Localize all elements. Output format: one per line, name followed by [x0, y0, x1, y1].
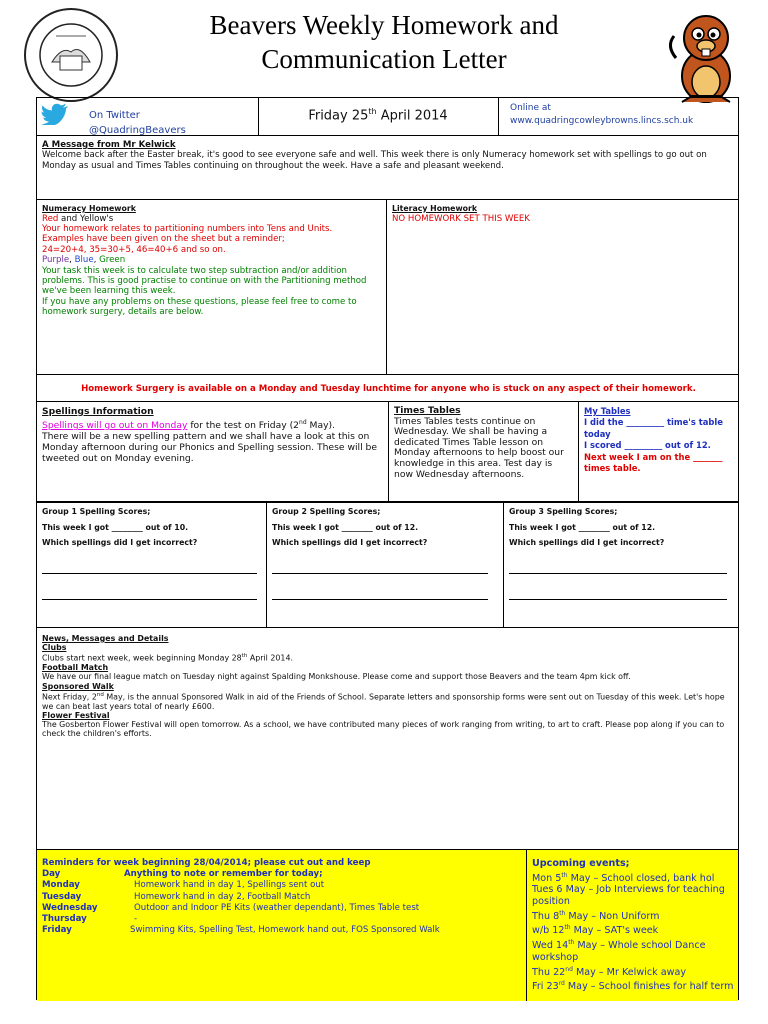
group-1-title: Group 1 Spelling Scores;	[42, 507, 151, 516]
title-line-1: Beavers Weekly Homework and	[209, 10, 559, 40]
message-body: Welcome back after the Easter break, it's good to see everyone safe and well. This week there is only Numeracy homework set with spellings to go out on Monday as usual and Times Tables continuing on throughout the week. Have a safe and pleasant weekend.	[42, 150, 707, 171]
spellings-heading: Spellings Information	[42, 406, 154, 417]
group-2-question: Which spellings did I get incorrect?	[272, 538, 428, 548]
numeracy-red-line-2: Examples have been given on the sheet but a reminder;	[42, 234, 285, 245]
website-box	[505, 100, 737, 130]
upcoming-event: Thu 22nd May – Mr Kelwick away	[532, 965, 687, 978]
numeracy-box	[37, 202, 386, 320]
times-tables-box	[389, 404, 577, 482]
group-2-answer-line-1[interactable]	[272, 572, 488, 574]
football-heading: Football Match	[42, 663, 109, 673]
flower-heading: Flower Festival	[42, 710, 110, 720]
my-tables-box	[579, 404, 740, 476]
football-body: We have our final league match on Tuesday night against Spalding Monkshouse. Please come and support those Beavers and the team 4pm kick off.	[42, 672, 631, 682]
group-1-answer-line-2[interactable]	[42, 598, 257, 600]
homework-section	[37, 200, 738, 375]
numeracy-red-line-1: Your homework relates to partitioning numbers into Tens and Units.	[42, 224, 333, 234]
group-2-title: Group 2 Spelling Scores;	[272, 507, 381, 516]
literacy-body: NO HOMEWORK SET THIS WEEK	[392, 213, 530, 224]
group-1-box	[37, 505, 266, 602]
group-2-score: This week I got ________ out of 12.	[272, 522, 419, 532]
spellings-body: There will be a new spelling pattern and we shall have a look at this on Monday afternoon during our Phonics and Spelling session. These will be tweeted out on Monday evening.	[42, 431, 378, 465]
news-section	[37, 628, 738, 850]
homework-sheet	[36, 97, 739, 1000]
numeracy-groups-2: Purple, Blue, Green	[42, 255, 126, 266]
group-2-box	[267, 505, 503, 602]
numeracy-groups-1: Red and Yellow's	[42, 213, 114, 224]
group-2-answer-line-2[interactable]	[272, 598, 488, 600]
my-tables-line-1: I did the _________ time's table today	[584, 417, 723, 439]
letter-date: Friday 25th April 2014	[308, 107, 448, 124]
reminder-row: Monday Homework hand in day 1, Spellings sent out	[42, 880, 325, 891]
message-section	[37, 136, 738, 200]
literacy-heading: Literacy Homework	[392, 204, 478, 213]
numeracy-green-line-2: If you have any problems on these questions, please feel free to come to homework surgery, details are below.	[42, 296, 357, 318]
surgery-notice: Homework Surgery is available on a Monday and Tuesday lunchtime for anyone who is stuck on any aspect of their homework.	[81, 384, 696, 394]
group-1-question: Which spellings did I get incorrect?	[42, 538, 198, 548]
reminders-title: Reminders for week beginning 28/04/2014; please cut out and keep	[42, 858, 371, 868]
numeracy-green-line-1: Your task this week is to calculate two step subtraction and/or addition problems. This is good practise to continue on with the Partitioning method we've been learning this week.	[42, 265, 367, 297]
group-3-box	[504, 505, 740, 602]
twitter-label: On Twitter	[89, 110, 140, 121]
literacy-box	[387, 202, 740, 226]
message-heading: A Message from Mr Kelwick	[42, 140, 176, 150]
title-line-2: Communication Letter	[261, 44, 507, 74]
twitter-bird-icon	[41, 103, 69, 125]
group-3-title: Group 3 Spelling Scores;	[509, 507, 618, 516]
group-3-question: Which spellings did I get incorrect?	[509, 538, 665, 548]
upcoming-event: Wed 14th May – Whole school Dance workshop	[532, 939, 706, 963]
website-link[interactable]: www.quadringcowleybrowns.lincs.sch.uk	[510, 116, 694, 126]
reminder-row: Thursday -	[42, 913, 138, 924]
numeracy-red-line-3: 24=20+4, 35=30+5, 46=40+6 and so on.	[42, 244, 226, 255]
group-3-answer-line-2[interactable]	[509, 598, 727, 600]
group-3-score: This week I got ________ out of 12.	[509, 522, 656, 532]
upcoming-box	[527, 856, 740, 995]
beaver-mascot-image	[662, 6, 748, 106]
online-label: Online at	[510, 103, 551, 113]
numeracy-heading: Numeracy Homework	[42, 204, 136, 213]
clubs-heading: Clubs	[42, 643, 67, 653]
reminder-row: Tuesday Homework hand in day 2, Football Match	[42, 891, 311, 902]
news-box	[37, 632, 740, 740]
upcoming-event: Tues 6 May – Job Interviews for teaching position	[532, 884, 725, 907]
reminders-header-row: Day Anything to note or remember for today;	[42, 869, 323, 880]
upcoming-event: Mon 5th May – School closed, bank hol	[532, 871, 715, 884]
walk-body: Next Friday, 2nd May, is the annual Sponsored Walk in aid of the Friends of School. Separate letters and sponsorship forms were sent out on Tuesday of this week. Let's hope we can beat last years total of nearly £600.	[42, 691, 725, 711]
school-logo	[22, 6, 120, 104]
reminders-box	[37, 856, 526, 938]
twitter-handle-link[interactable]: @QuadringBeavers	[89, 125, 186, 136]
flower-body: The Gosberton Flower Festival will open tomorrow. As a school, we have contributed many pieces of work ranging from writing, to art to craft. Please pop along if you can to check the children's efforts.	[42, 720, 725, 739]
upcoming-event: Thu 8th May – Non Uniform	[532, 909, 660, 922]
my-tables-line-2: I scored _________ out of 12.	[584, 440, 711, 451]
times-tables-body: Times Tables tests continue on Wednesday. We shall be having a dedicated Times Table lesson on Monday afternoons to help boost our knowledge in this area. Test day is now Wednesday afternoons.	[394, 415, 564, 480]
news-heading: News, Messages and Details	[42, 634, 169, 643]
upcoming-event: Fri 23rd May – School finishes for half term	[532, 980, 734, 993]
upcoming-title: Upcoming events;	[532, 858, 630, 869]
info-bar	[37, 98, 738, 136]
surgery-section	[37, 375, 738, 402]
reminders-section	[37, 850, 738, 1001]
my-tables-line-3: Next week I am on the _______ times table.	[584, 451, 723, 474]
upcoming-event: w/b 12th May – SAT's week	[532, 924, 659, 937]
spellings-box	[37, 404, 387, 466]
reminder-row: Wednesday Outdoor and Indoor PE Kits (weather dependant), Times Table test	[42, 902, 420, 913]
spellings-intro: Spellings will go out on Monday for the test on Friday (2nd May).	[42, 419, 336, 432]
spellings-section	[37, 402, 738, 502]
group-3-answer-line-1[interactable]	[509, 572, 727, 574]
walk-heading: Sponsored Walk	[42, 681, 114, 691]
page-title	[150, 8, 618, 76]
clubs-body: Clubs start next week, week beginning Monday 28th April 2014.	[42, 653, 293, 664]
my-tables-heading: My Tables	[584, 406, 631, 416]
times-tables-heading: Times Tables	[394, 405, 461, 416]
group-1-score: This week I got ________ out of 10.	[42, 522, 189, 532]
message-box	[37, 138, 740, 173]
group-1-answer-line-1[interactable]	[42, 572, 257, 574]
spelling-scores-section	[37, 502, 738, 628]
twitter-box	[41, 101, 256, 135]
reminder-row: Friday Swimming Kits, Spelling Test, Homework hand out, FOS Sponsored Walk	[42, 925, 440, 936]
